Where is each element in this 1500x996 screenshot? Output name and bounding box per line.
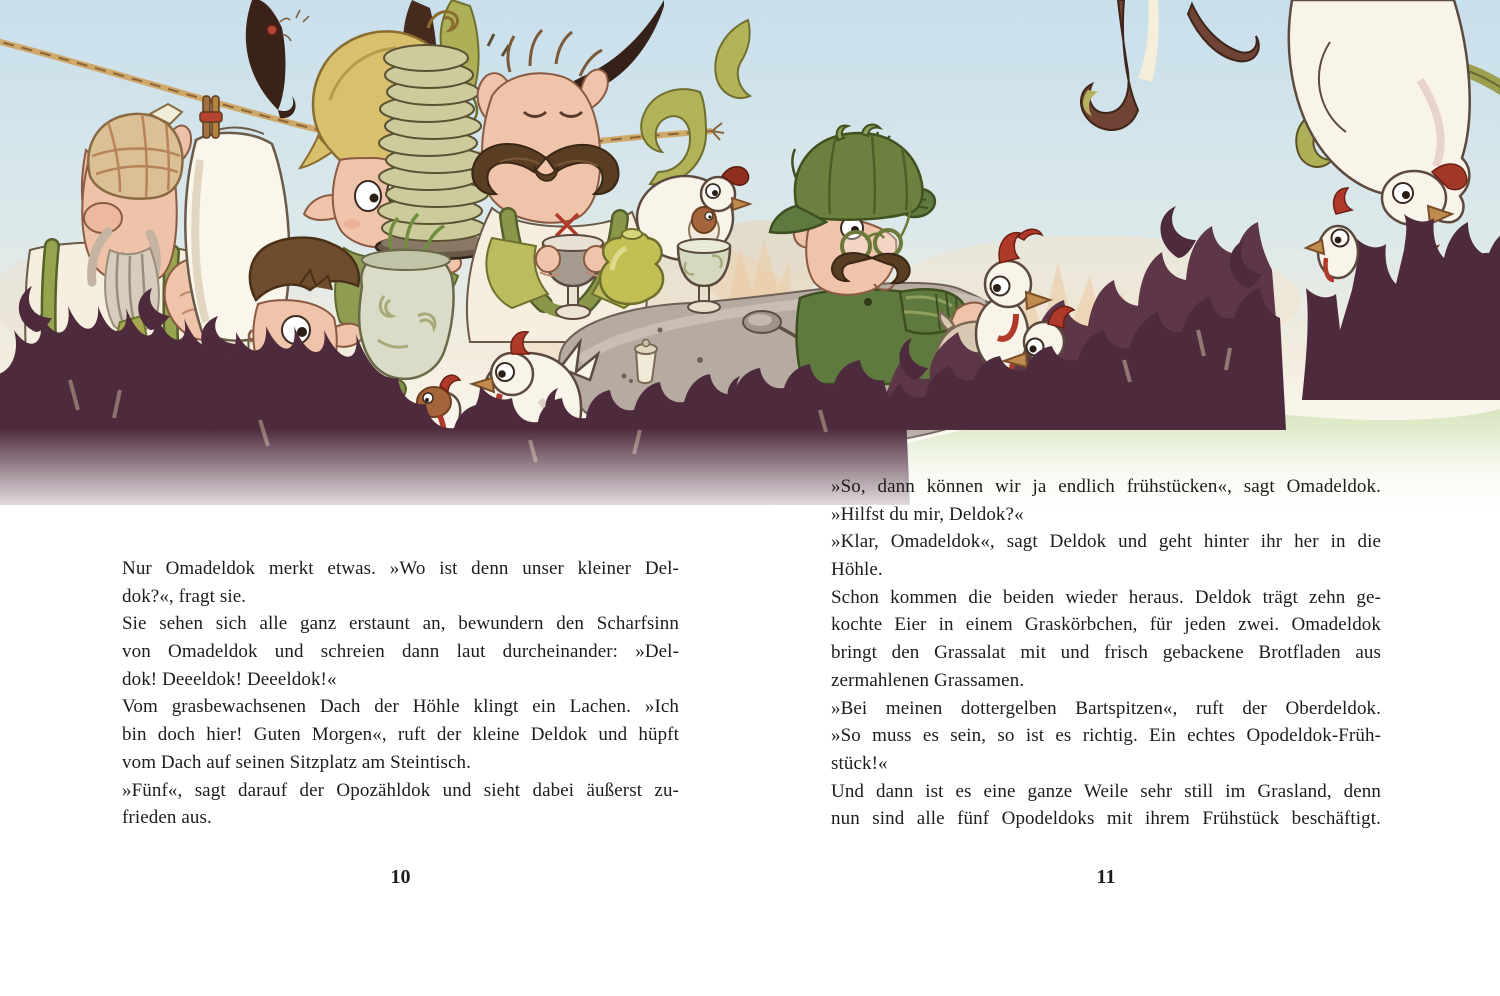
text-line: Nur Omadeldok merkt etwas. »Wo ist denn unser kleiner Del-: [122, 558, 679, 579]
text-line: »So muss es sein, so ist es richtig. Ein echtes Opodeldok-Früh-: [831, 725, 1381, 747]
text-line: »Klar, Omadeldok«, sagt Deldok und geht hinter ihr her in die: [831, 531, 1381, 553]
text-line: bin doch hier! Guten Morgen«, ruft der kleine Deldok und hüpft: [122, 724, 679, 746]
text-line: »Hilfst du mir, Deldok?«: [831, 503, 1024, 525]
text-line: dok! Deeeldok! Deeeldok!«: [122, 668, 337, 690]
flask: [600, 229, 663, 304]
text-line: »Fünf«, sagt darauf der Opozähldok und sieht dabei äußerst zu-: [122, 779, 679, 801]
text-line: Und dann ist es eine ganze Weile sehr still im Grasland, denn: [831, 780, 1381, 802]
text-line: vom Dach auf seinen Sitzplatz am Steintisch.: [122, 751, 471, 773]
text-line: von Omadeldok und schreien dann laut durcheinander: »Del-: [122, 641, 679, 663]
left-page-text: [122, 555, 679, 832]
text-line: zermahlenen Grassamen.: [831, 669, 1025, 691]
page-number-left: 10: [390, 866, 411, 888]
text-line: Schon kommen die beiden wieder heraus. Deldok trägt zehn ge-: [831, 586, 1381, 608]
text-line: »So, dann können wir ja endlich frühstücken«, sagt Omadeldok.: [831, 476, 1381, 497]
text-line: Vom grasbewachsenen Dach der Höhle klingt ein Lachen. »Ich: [122, 696, 679, 718]
text-line: nun sind alle fünf Opodeldoks mit ihrem Frühstück beschäftigt.: [831, 808, 1381, 830]
text-line: Höhle.: [831, 559, 883, 581]
text-line: bringt den Grassalat mit und frisch gebackene Brotfladen aus: [831, 642, 1381, 664]
text-line: »Bei meinen dottergelben Bartspitzen«, ruft der Oberdeldok.: [831, 697, 1381, 719]
text-line: Sie sehen sich alle ganz erstaunt an, bewundern den Scharfsinn: [122, 613, 679, 635]
text-line: dok?«, fragt sie.: [122, 585, 247, 607]
text-line: stück!«: [831, 752, 888, 774]
page-number-right: 11: [1096, 866, 1116, 888]
right-page-text: [831, 473, 1381, 833]
text-line: frieden aus.: [122, 807, 212, 829]
text-line: kochte Eier in einem Graskörbchen, für jeden zwei. Omadeldok: [831, 614, 1381, 636]
